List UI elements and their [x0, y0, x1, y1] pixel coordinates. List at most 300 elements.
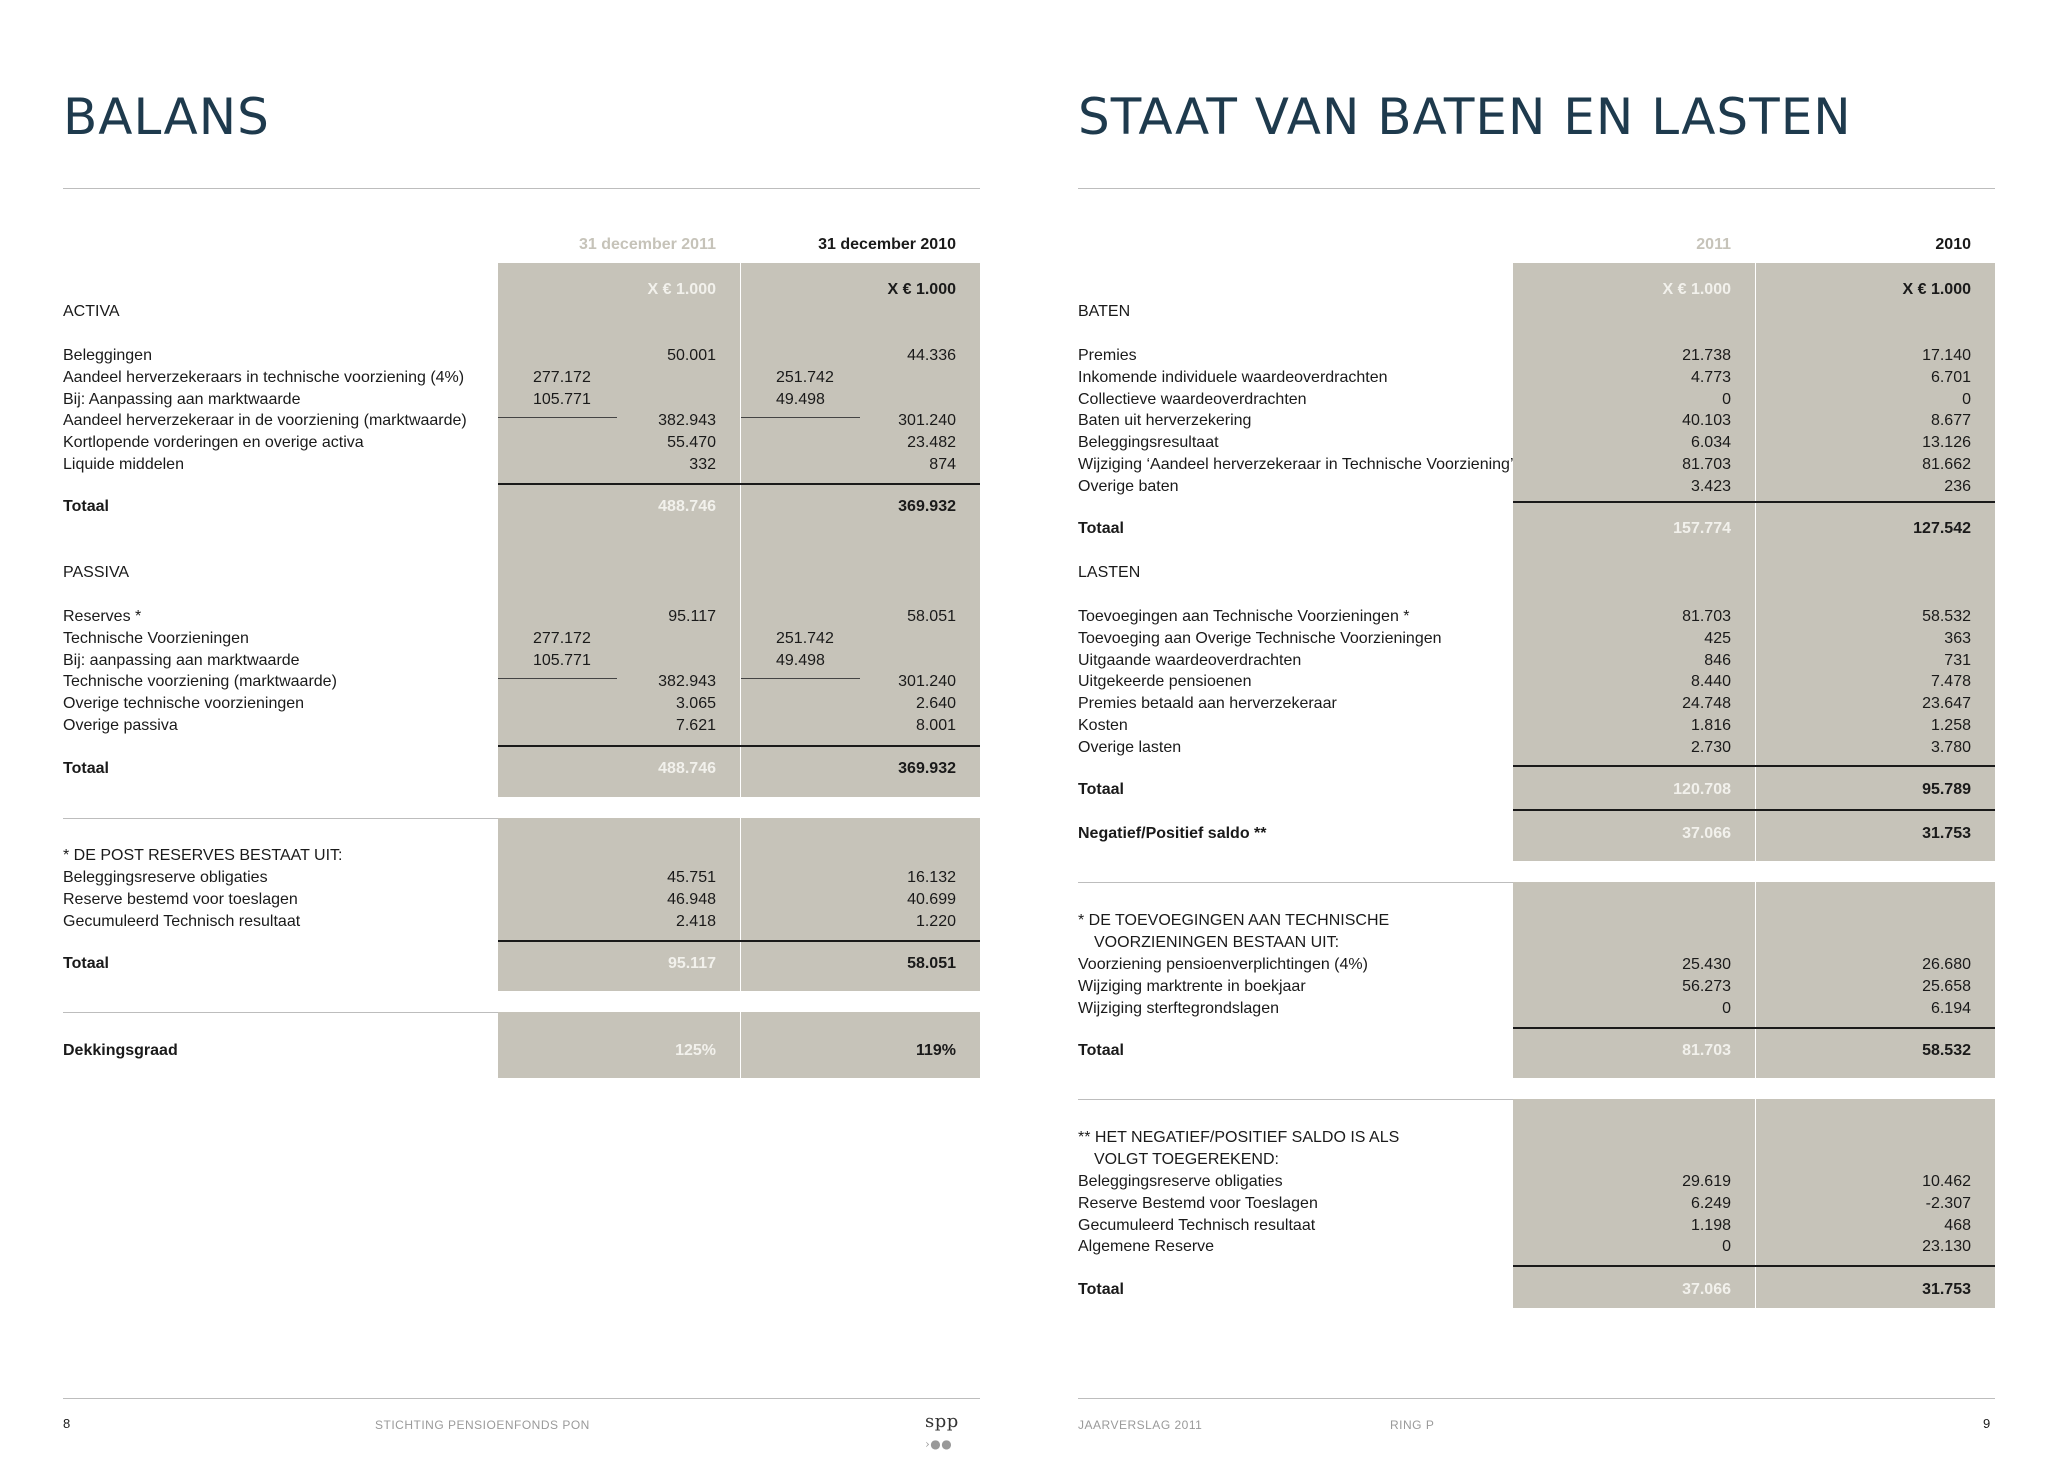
value-2011-cell	[1513, 367, 1755, 389]
cell-value: 125%	[675, 1042, 716, 1059]
table-row	[63, 389, 980, 411]
cell-value: 95.117	[667, 955, 716, 972]
row-label: Aandeel herverzekeraars in technische voorziening (4%)	[63, 368, 465, 386]
value-2010-cell	[1756, 779, 1995, 801]
row-label: Beleggingsresultaat	[1078, 434, 1219, 452]
cell-value: 7.621	[675, 717, 716, 734]
row-label: Toevoegingen aan Technische Voorzieningen *	[1078, 608, 1410, 625]
table-row	[1078, 737, 1995, 759]
table-row	[1078, 345, 1995, 367]
row-label: Toevoeging aan Overige Technische Voorzieningen	[1078, 629, 1442, 647]
table-row	[63, 345, 980, 367]
table-row	[63, 889, 980, 911]
value-2011-cell	[1513, 1236, 1755, 1258]
value-2010-cell	[741, 867, 980, 889]
value-2011-cell	[1513, 628, 1755, 650]
table-row	[1078, 1236, 1995, 1258]
value-2010-cell	[1756, 954, 1995, 976]
section-divider	[63, 818, 498, 819]
value-2010-cell	[1756, 606, 1995, 628]
reserves-total-row	[63, 953, 980, 975]
cell-value: 26.680	[1922, 956, 1971, 973]
value-2011-cell	[498, 628, 740, 650]
value-2011-cell	[498, 345, 740, 367]
row-label: Beleggingsreserve obligaties	[1078, 1173, 1283, 1190]
row-label: Inkomende individuele waardeoverdrachten	[1078, 368, 1388, 386]
row-label: VOLGT TOEGEREKEND:	[1094, 1151, 1279, 1168]
value-2010-cell	[741, 889, 980, 911]
cell-value: 382.943	[658, 673, 716, 691]
section-heading-row	[1078, 1127, 1995, 1149]
row-label: Totaal	[63, 955, 109, 972]
row-label: Voorziening pensioenverplichtingen (4%)	[1078, 956, 1368, 973]
row-label: VOORZIENINGEN BESTAAN UIT:	[1094, 934, 1340, 951]
row-label: Totaal	[1078, 781, 1124, 798]
cell-value: 40.699	[907, 890, 956, 908]
value-2011-cell	[498, 454, 740, 476]
cell-value: 23.482	[907, 434, 956, 452]
row-label: Overige lasten	[1078, 738, 1182, 756]
table-row	[1078, 410, 1995, 432]
cell-value: 332	[689, 456, 716, 473]
cell-value: 3.065	[675, 695, 716, 713]
value-2011-cell	[1513, 476, 1755, 498]
cell-value: 363	[1944, 629, 1971, 647]
cell-value: 8.440	[1690, 673, 1731, 691]
value-2010-cell	[741, 693, 980, 715]
value-2011-cell	[1513, 432, 1755, 454]
row-label: Premies	[1078, 347, 1137, 364]
row-label: Uitgaande waardeoverdrachten	[1078, 651, 1302, 669]
page-number: 9	[1983, 1416, 1991, 1431]
row-label: Totaal	[1078, 1281, 1124, 1298]
rule-line	[498, 745, 980, 747]
cell-value: 6.034	[1690, 434, 1731, 452]
value-2010-cell	[741, 671, 980, 693]
table-row	[63, 432, 980, 454]
cell-value: 24.748	[1682, 695, 1731, 713]
table-row	[1078, 671, 1995, 693]
cell-value: 468	[1944, 1216, 1971, 1234]
value-2010-cell	[741, 496, 980, 518]
row-label: Totaal	[1078, 520, 1124, 537]
table-row	[1078, 389, 1995, 411]
value-2011-cell	[498, 671, 740, 693]
cell-value: X € 1.000	[1902, 281, 1971, 298]
value-2010-cell	[1756, 693, 1995, 715]
page-number: 8	[63, 1416, 71, 1431]
section-heading-row	[1078, 932, 1995, 954]
row-label: Kortlopende vorderingen en overige activa	[63, 434, 364, 452]
cell-value: 277.172	[533, 368, 591, 386]
row-label: * DE POST RESERVES BESTAAT UIT:	[63, 847, 343, 864]
value-2010-cell	[741, 715, 980, 737]
cell-value: 37.066	[1682, 825, 1731, 842]
value-2010-cell	[741, 389, 980, 411]
rule-line	[498, 678, 617, 679]
table-row	[1078, 954, 1995, 976]
section-label-row	[1078, 301, 1995, 323]
value-2011-cell	[1513, 606, 1755, 628]
value-2010-cell	[741, 1040, 980, 1062]
table-row	[63, 867, 980, 889]
table-row	[63, 911, 980, 933]
spp-logo: spp ›●●	[925, 1411, 959, 1451]
value-2011-cell	[1513, 345, 1755, 367]
table-row	[1078, 976, 1995, 998]
row-label: Bij: Aanpassing aan marktwaarde	[63, 390, 301, 408]
cell-value: 1.220	[915, 912, 956, 930]
cell-value: 2.640	[915, 695, 956, 713]
rule-line	[498, 483, 980, 485]
table-row	[63, 628, 980, 650]
row-label: Liquide middelen	[63, 456, 184, 473]
cell-value: 17.140	[1922, 347, 1971, 364]
cell-value: 58.051	[907, 608, 956, 625]
value-2010-cell	[1756, 345, 1995, 367]
section-label-row	[1078, 562, 1995, 584]
value-2010-cell	[1756, 518, 1995, 540]
value-2010-cell	[741, 454, 980, 476]
cell-value: 56.273	[1682, 977, 1731, 995]
table-row	[63, 367, 980, 389]
cell-value: 6.194	[1930, 999, 1971, 1017]
cell-value: 120.708	[1673, 781, 1731, 798]
cell-value: X € 1.000	[1662, 281, 1731, 298]
column-header-2010: 2010	[1935, 236, 1971, 253]
cell-value: 369.932	[898, 760, 956, 777]
value-2010-cell	[1756, 1040, 1995, 1062]
cell-value: 488.746	[658, 760, 716, 777]
cell-value: 236	[1944, 477, 1971, 495]
activa-total-row	[63, 496, 980, 518]
cell-value: 301.240	[898, 412, 956, 430]
cell-value: 731	[1944, 651, 1971, 669]
row-label: Reserves *	[63, 608, 142, 625]
value-2010-cell	[1756, 1171, 1995, 1193]
cell-value: 25.430	[1682, 956, 1731, 973]
rule-line	[741, 417, 860, 418]
rule-line	[1513, 1265, 1995, 1267]
value-2011-cell	[1513, 410, 1755, 432]
cell-value: 81.703	[1682, 608, 1731, 625]
value-2011-cell	[1513, 279, 1755, 301]
table-row	[1078, 628, 1995, 650]
row-label: Gecumuleerd Technisch resultaat	[1078, 1216, 1316, 1234]
value-2011-cell	[498, 432, 740, 454]
lasten-total-row	[1078, 779, 1995, 801]
cell-value: 58.051	[907, 955, 956, 972]
value-2010-cell	[1756, 389, 1995, 411]
value-2011-cell	[498, 953, 740, 975]
cell-value: 13.126	[1922, 434, 1971, 452]
cell-value: 8.677	[1930, 412, 1971, 430]
rule-line	[1513, 1027, 1995, 1029]
value-2011-cell	[498, 389, 740, 411]
staat-page	[1078, 0, 1995, 1457]
row-label: Gecumuleerd Technisch resultaat	[63, 912, 301, 930]
cell-value: 0	[1962, 390, 1971, 408]
table-row	[63, 715, 980, 737]
value-2011-cell	[498, 889, 740, 911]
value-2010-cell	[1756, 628, 1995, 650]
row-label: Bij: aanpassing aan marktwaarde	[63, 651, 300, 669]
cell-value: 3.423	[1690, 477, 1731, 495]
value-2010-cell	[1756, 823, 1995, 845]
cell-value: 1.816	[1690, 717, 1731, 734]
cell-value: 95.117	[668, 608, 716, 625]
row-label: Aandeel herverzekeraar in de voorziening (marktwaarde)	[63, 412, 467, 430]
row-label: Beleggingen	[63, 347, 152, 364]
value-2011-cell	[1513, 823, 1755, 845]
value-2011-cell	[1513, 389, 1755, 411]
cell-value: 105.771	[533, 390, 591, 408]
table-row	[1078, 432, 1995, 454]
table-row	[1078, 650, 1995, 672]
table-row	[1078, 1171, 1995, 1193]
cell-value: 0	[1722, 390, 1731, 408]
unit-row	[1078, 279, 1995, 301]
rule-line	[1513, 809, 1995, 811]
cell-value: 10.462	[1922, 1173, 1971, 1190]
row-label: Negatief/Positief saldo **	[1078, 825, 1267, 842]
footer-ring: RING P	[1390, 1418, 1435, 1432]
footer-org: STICHTING PENSIOENFONDS PON	[375, 1418, 590, 1432]
cell-value: 369.932	[898, 498, 956, 515]
value-2010-cell	[741, 650, 980, 672]
row-label: Totaal	[63, 498, 109, 515]
cell-value: 45.751	[667, 869, 716, 886]
cell-value: -2.307	[1925, 1194, 1971, 1212]
cell-value: 49.498	[776, 390, 825, 408]
table-row	[1078, 476, 1995, 498]
row-label: Uitgekeerde pensioenen	[1078, 673, 1252, 691]
passiva-total-row	[63, 758, 980, 780]
rule-line	[1513, 501, 1995, 503]
section-divider	[63, 1012, 498, 1013]
balans-page	[63, 0, 980, 1457]
cell-value: 44.336	[907, 347, 956, 364]
value-2011-cell	[1513, 454, 1755, 476]
cell-value: 37.066	[1682, 1281, 1731, 1298]
cell-value: 95.789	[1922, 781, 1971, 798]
value-2011-cell	[1513, 1171, 1755, 1193]
row-label: Collectieve waardeoverdrachten	[1078, 390, 1307, 408]
cell-value: 301.240	[898, 673, 956, 691]
cell-value: 31.753	[1922, 1281, 1971, 1298]
row-label: Algemene Reserve	[1078, 1238, 1215, 1256]
value-2011-cell	[498, 758, 740, 780]
saldo-row	[1078, 823, 1995, 845]
value-2011-cell	[1513, 671, 1755, 693]
section-label-row	[63, 301, 980, 323]
cell-value: 8.001	[915, 717, 956, 734]
value-2011-cell	[1513, 779, 1755, 801]
table-row	[63, 410, 980, 432]
value-2010-cell	[1756, 279, 1995, 301]
value-2011-cell	[1513, 1215, 1755, 1237]
row-label: Premies betaald aan herverzekeraar	[1078, 695, 1337, 713]
cell-value: 21.738	[1682, 347, 1731, 364]
cell-value: 0	[1722, 1238, 1731, 1256]
value-2010-cell	[1756, 650, 1995, 672]
cell-value: 16.132	[907, 869, 956, 886]
row-label: Wijziging marktrente in boekjaar	[1078, 977, 1306, 995]
cell-value: 23.130	[1922, 1238, 1971, 1256]
cell-value: 49.498	[776, 651, 825, 669]
row-label: Wijziging sterftegrondslagen	[1078, 999, 1279, 1017]
section-heading-row	[1078, 1149, 1995, 1171]
cell-value: 2.418	[675, 912, 716, 930]
section-heading-row	[1078, 910, 1995, 932]
cell-value: 1.198	[1690, 1216, 1731, 1234]
section-divider	[1078, 882, 1513, 883]
cell-value: 58.532	[1922, 608, 1971, 625]
cell-value: 81.662	[1922, 456, 1971, 473]
table-row	[1078, 693, 1995, 715]
cell-value: 3.780	[1930, 738, 1971, 756]
toev-total-row	[1078, 1040, 1995, 1062]
section-label-row	[63, 562, 980, 584]
cell-value: 25.658	[1922, 977, 1971, 995]
cell-value: 6.701	[1930, 368, 1971, 386]
unit-row	[63, 279, 980, 301]
value-2010-cell	[1756, 454, 1995, 476]
table-row	[63, 671, 980, 693]
column-header-2011: 2011	[1696, 236, 1731, 253]
row-label: Technische Voorzieningen	[63, 629, 249, 647]
value-2011-cell	[498, 496, 740, 518]
table-row	[1078, 715, 1995, 737]
cell-value: 119%	[915, 1042, 956, 1059]
cell-value: 4.773	[1690, 368, 1731, 386]
cell-value: 46.948	[667, 890, 716, 908]
cell-value: 488.746	[658, 498, 716, 515]
cell-value: 2.730	[1690, 738, 1731, 756]
value-2011-cell	[498, 1040, 740, 1062]
value-2010-cell	[1756, 432, 1995, 454]
row-label: PASSIVA	[63, 564, 130, 581]
rule-line	[498, 940, 980, 942]
cell-value: 29.619	[1682, 1173, 1731, 1190]
value-2010-cell	[1756, 1236, 1995, 1258]
cell-value: 1.258	[1930, 717, 1971, 734]
row-label: * DE TOEVOEGINGEN AAN TECHNISCHE	[1078, 912, 1390, 929]
cell-value: 382.943	[658, 412, 716, 430]
value-2010-cell	[1756, 476, 1995, 498]
value-2011-cell	[498, 650, 740, 672]
balans-title: BALANS	[63, 88, 270, 146]
cell-value: 31.753	[1922, 825, 1971, 842]
value-2010-cell	[1756, 367, 1995, 389]
table-row	[1078, 454, 1995, 476]
value-2010-cell	[1756, 1193, 1995, 1215]
footer-report: JAARVERSLAG 2011	[1078, 1418, 1203, 1432]
table-row	[63, 606, 980, 628]
value-2010-cell	[1756, 410, 1995, 432]
value-2010-cell	[1756, 715, 1995, 737]
value-2011-cell	[1513, 518, 1755, 540]
value-2011-cell	[498, 867, 740, 889]
row-label: Baten uit herverzekering	[1078, 412, 1252, 430]
cell-value: X € 1.000	[647, 281, 716, 298]
table-row	[1078, 998, 1995, 1020]
value-2011-cell	[1513, 1040, 1755, 1062]
value-2011-cell	[498, 367, 740, 389]
row-label: Beleggingsreserve obligaties	[63, 869, 268, 886]
value-2010-cell	[741, 367, 980, 389]
rule-line	[1513, 765, 1995, 767]
value-2010-cell	[741, 410, 980, 432]
cell-value: 127.542	[1913, 520, 1971, 537]
rule-line	[741, 678, 860, 679]
value-2011-cell	[1513, 715, 1755, 737]
value-2011-cell	[1513, 998, 1755, 1020]
cell-value: 81.703	[1682, 456, 1731, 473]
value-2010-cell	[741, 606, 980, 628]
column-header-2010: 31 december 2010	[818, 236, 956, 253]
cell-value: 251.742	[776, 629, 834, 647]
cell-value: 251.742	[776, 368, 834, 386]
cell-value: 55.470	[667, 434, 716, 452]
cell-value: 58.532	[1922, 1042, 1971, 1059]
rule-line	[498, 417, 617, 418]
title-divider	[1078, 188, 1995, 189]
value-2010-cell	[1756, 1215, 1995, 1237]
section-divider	[1078, 1099, 1513, 1100]
value-2010-cell	[1756, 998, 1995, 1020]
footer-divider	[1078, 1398, 1995, 1399]
value-2010-cell	[1756, 671, 1995, 693]
row-label: Dekkingsgraad	[63, 1042, 178, 1059]
value-2011-cell	[498, 279, 740, 301]
table-row	[1078, 606, 1995, 628]
cell-value: 874	[929, 456, 956, 473]
cell-value: 846	[1704, 651, 1731, 669]
table-row	[63, 454, 980, 476]
value-2011-cell	[1513, 693, 1755, 715]
value-2010-cell	[741, 432, 980, 454]
table-row	[1078, 367, 1995, 389]
value-2010-cell	[741, 758, 980, 780]
value-2011-cell	[498, 693, 740, 715]
title-divider	[63, 188, 980, 189]
row-label: Overige baten	[1078, 477, 1179, 495]
cell-value: 0	[1722, 999, 1731, 1017]
row-label: Reserve Bestemd voor Toeslagen	[1078, 1194, 1318, 1212]
value-2011-cell	[498, 606, 740, 628]
value-2011-cell	[1513, 954, 1755, 976]
row-label: Reserve bestemd voor toeslagen	[63, 890, 298, 908]
row-label: Overige passiva	[63, 717, 178, 734]
row-label: ** HET NEGATIEF/POSITIEF SALDO IS ALS	[1078, 1129, 1400, 1146]
value-2011-cell	[498, 911, 740, 933]
baten-total-row	[1078, 518, 1995, 540]
dekkingsgraad-row	[63, 1040, 980, 1062]
row-label: Overige technische voorzieningen	[63, 695, 305, 713]
value-2011-cell	[1513, 650, 1755, 672]
cell-value: 7.478	[1930, 673, 1971, 691]
row-label: Totaal	[63, 760, 109, 777]
value-2010-cell	[741, 911, 980, 933]
cell-value: 105.771	[533, 651, 591, 669]
table-row	[1078, 1215, 1995, 1237]
value-2010-cell	[741, 628, 980, 650]
staat-title: STAAT VAN BATEN EN LASTEN	[1078, 88, 1852, 146]
section-heading-row	[63, 845, 980, 867]
table-row	[1078, 1193, 1995, 1215]
footer-divider	[63, 1398, 980, 1399]
